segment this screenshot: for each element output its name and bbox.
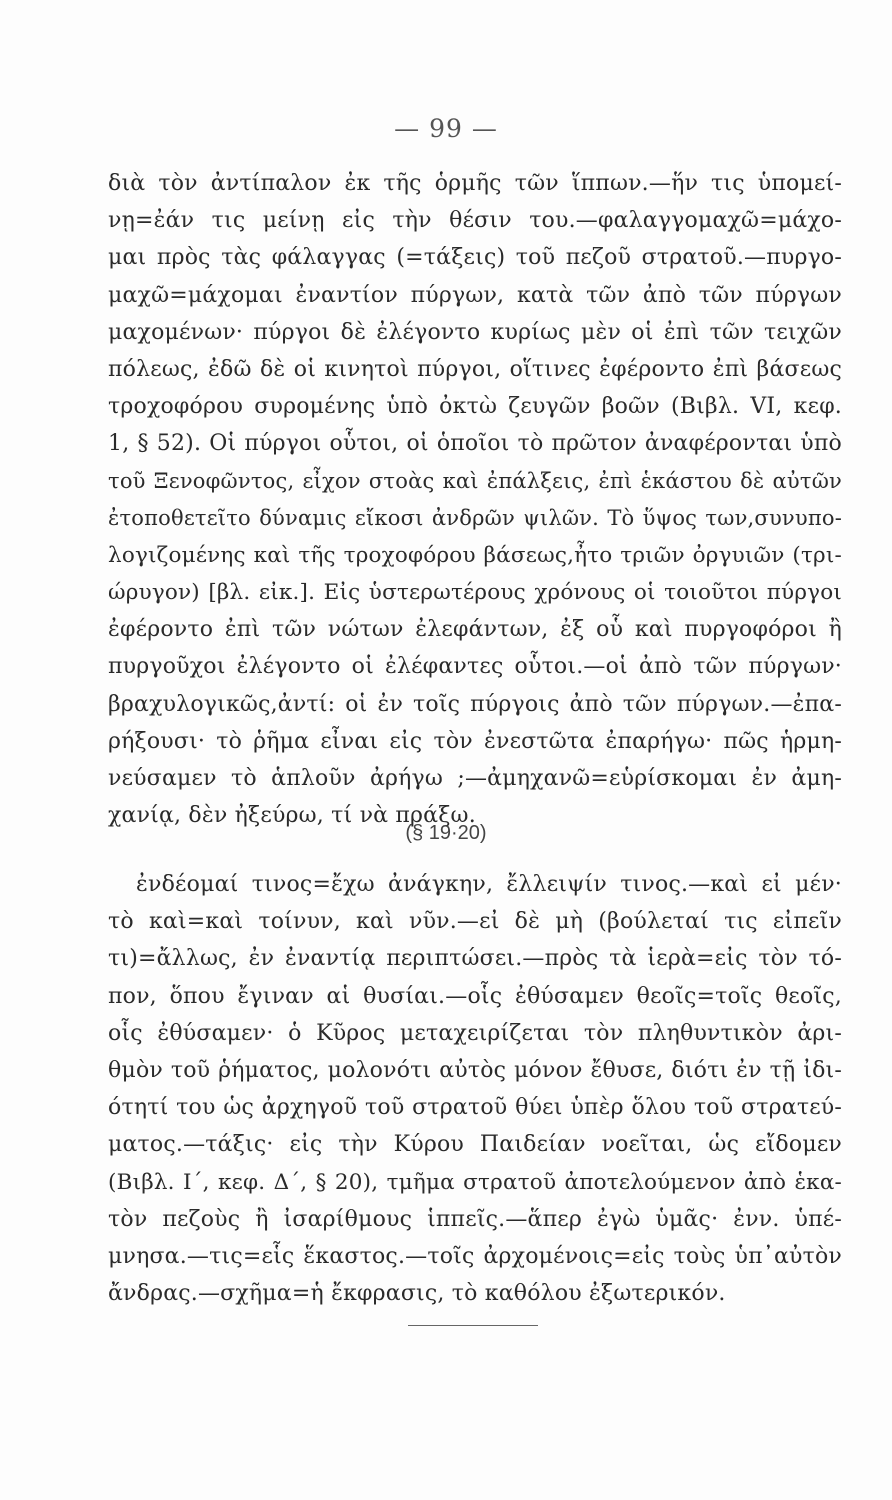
text-line: τὸν πεζοὺς ἢ ἰσαρίθμους ἱππεῖς.—ἅπερ ἐγὼ ὑμᾶς· ἐνν. ὑπέ- [108,1206,842,1232]
text-line: μαχομένων· πύργοι δὲ ἐλέγοντο κυρίως μὲν οἱ ἐπὶ τῶν τειχῶν [108,319,842,345]
commentary-paragraph-1 [108,165,842,834]
text-line: νεύσαμεν τὸ ἁπλοῦν ἀρήγω ;—ἀμηχανῶ=εὑρίσκομαι ἐν ἀμη- [108,766,842,791]
text-line: βραχυλογικῶς,ἀντί: οἱ ἐν τοῖς πύργοις ἀπὸ τῶν πύργων.—ἐπα- [108,691,842,717]
text-line: μαχῶ=μάχομαι ἐναντίον πύργων, κατὰ τῶν ἀπὸ τῶν πύργων [108,282,842,308]
text-line: πόλεως, ἐδῶ δὲ οἱ κινητοὶ πύργοι, οἵτινες ἐφέροντο ἐπὶ βάσεως [108,356,842,382]
text-line: νῃ=ἐάν τις μείνῃ εἰς τὴν θέσιν του.—φαλαγγομαχῶ=μάχο- [108,208,842,234]
text-line: τοῦ Ξενοφῶντος, εἶχον στοὰς καὶ ἐπάλξεις, ἐπὶ ἑκάστου δὲ αὐτῶν [108,468,842,493]
text-line: λογιζομένης καὶ τῆς τροχοφόρου βάσεως,ἦτο τριῶν ὀργυιῶν (τρι- [108,542,842,568]
text-line: πον, ὅπου ἔγιναν αἱ θυσίαι.—οἷς ἐθύσαμεν θεοῖς=τοῖς θεοῖς, [108,983,842,1009]
text-line: τι)=ἄλλως, ἐν ἐναντίᾳ περιπτώσει.—πρὸς τὰ ἱερὰ=εἰς τὸν τό- [108,946,842,972]
text-line: τροχοφόρου συρομένης ὑπὸ ὀκτὼ ζευγῶν βοῶν (Βιβλ. VI, κεφ. [108,394,842,420]
text-line: ρήξουσι· τὸ ῥῆμα εἶναι εἰς τὸν ἐνεστῶτα ἐπαρήγω· πῶς ἡρμη- [108,728,842,754]
text-line: 1, § 52). Οἱ πύργοι οὗτοι, οἱ ὁποῖοι τὸ πρῶτον ἀναφέρονται ὑπὸ [108,431,842,457]
end-rule [408,1325,538,1326]
text-line: χανίᾳ, δὲν ἠξεύρω, τί νὰ πράξω. [108,803,476,829]
text-line: ώρυγον) [βλ. εἰκ.]. Εἰς ὑστερωτέρους χρόνους οἱ τοιοῦτοι πύργοι [108,580,842,606]
text-line: οἷς ἐθύσαμεν· ὁ Κῦρος μεταχειρίζεται τὸν πληθυντικὸν ἀρι- [108,1020,842,1046]
text-line: ἄνδρας.—σχῆμα=ἡ ἔκφρασις, τὸ καθόλου ἐξωτερικόν. [108,1281,726,1307]
text-line: ἐνδέομαί τινος=ἔχω ἀνάγκην, ἔλλειψίν τινος.—καὶ εἰ μέν· [136,872,842,897]
commentary-paragraph-2 [108,866,842,1312]
text-line: πυργοῦχοι ἐλέγοντο οἱ ἐλέφαντες οὗτοι.—οἱ ἀπὸ τῶν πύργων· [108,654,842,680]
text-line: διὰ τὸν ἀντίπαλον ἐκ τῆς ὁρμῆς τῶν ἵππων.—ἥν τις ὑπομεί- [108,171,842,196]
text-line: ότητί του ὡς ἀρχηγοῦ τοῦ στρατοῦ θύει ὑπὲρ ὅλου τοῦ στρατεύ- [108,1095,842,1121]
text-line: μαι πρὸς τὰς φάλαγγας (=τάξεις) τοῦ πεζοῦ στρατοῦ.—πυργο- [108,245,842,271]
section-heading: (§ 19·20) [405,822,487,844]
text-line: θμὸν τοῦ ῥήματος, μολονότι αὐτὸς μόνον ἔθυσε, διότι ἐν τῇ ἰδι- [108,1057,842,1083]
text-line: μνησα.—τις=εἷς ἕκαστος.—τοῖς ἀρχομένοις=εἰς τοὺς ὑπ᾽αὐτὸν [108,1243,842,1269]
text-line: ἐτοποθετεῖτο δύναμις εἴκοσι ἀνδρῶν ψιλῶν. Τὸ ὕψος των,συνυπο- [108,505,842,530]
text-line: ἐφέροντο ἐπὶ τῶν νώτων ἐλεφάντων, ἐξ οὗ καὶ πυργοφόροι ἢ [108,617,842,643]
page-number: — 99 — [394,114,498,143]
text-line: ματος.—τάξις· εἰς τὴν Κύρου Παιδείαν νοεῖται, ὡς εἴδομεν [108,1132,842,1158]
text-line: τὸ καὶ=καὶ τοίνυν, καὶ νῦν.—εἰ δὲ μὴ (βούλεταί τις εἰπεῖν [108,909,842,935]
text-line: (Βιβλ. Ι΄, κεφ. Δ΄, § 20), τμῆμα στρατοῦ ἀποτελούμενον ἀπὸ ἑκα- [108,1169,842,1195]
